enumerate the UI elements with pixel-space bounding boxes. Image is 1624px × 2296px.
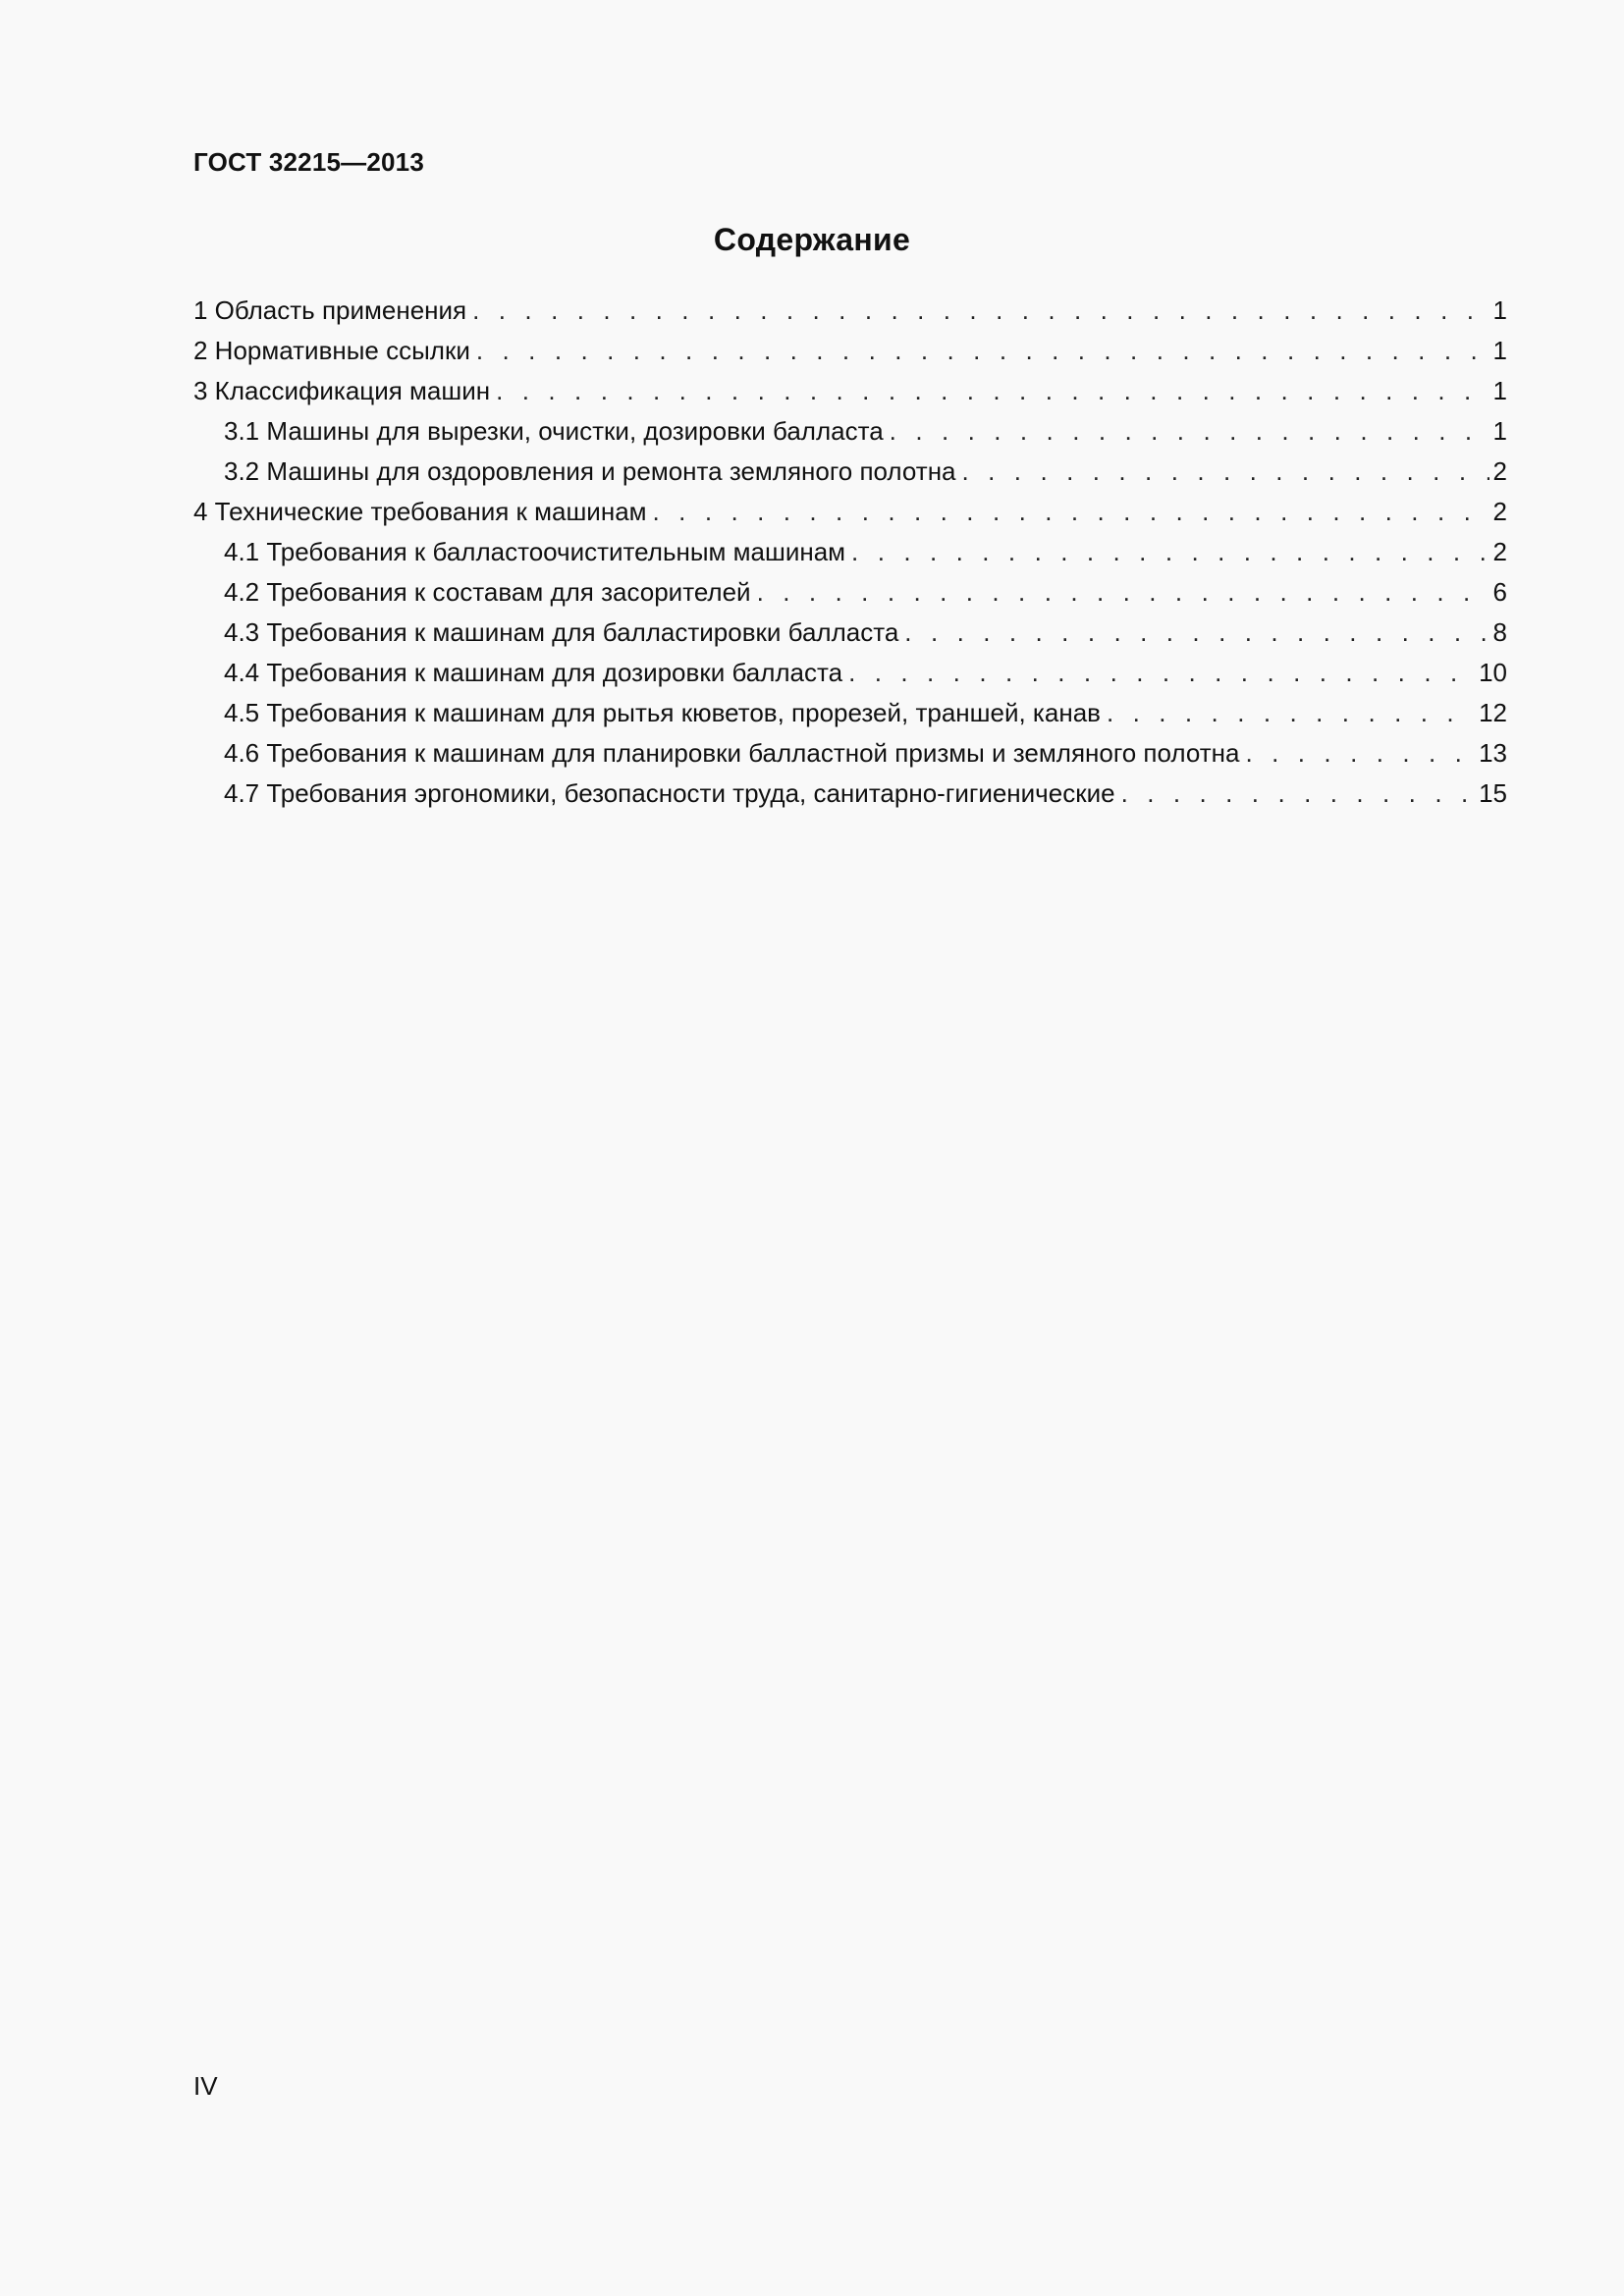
toc-subentry[interactable] [193, 733, 1507, 774]
toc-dot-leader [962, 452, 1489, 492]
toc-subentry[interactable] [193, 613, 1507, 653]
toc-entry-label: 2 Нормативные ссылки [193, 336, 470, 365]
toc-dot-leader [496, 371, 1489, 411]
toc-entry-label: 1 Область применения [193, 295, 467, 325]
toc-entry-label: 4.4 Требования к машинам для дозировки балласта [224, 658, 843, 687]
toc-subentry[interactable] [193, 774, 1507, 814]
toc-entry[interactable] [193, 291, 1507, 331]
toc-entry-page: 10 [1479, 658, 1507, 687]
toc-subentry[interactable] [193, 693, 1507, 733]
toc-entry-page: 1 [1492, 295, 1507, 325]
toc-dot-leader [472, 291, 1489, 331]
toc-dot-leader [904, 613, 1489, 653]
toc-dot-leader [757, 572, 1489, 613]
toc-entry-label: 3.1 Машины для вырезки, очистки, дозировки балласта [224, 416, 884, 446]
toc-entry-page: 1 [1492, 376, 1507, 405]
toc-entry-page: 2 [1492, 537, 1507, 566]
toc-dot-leader [1107, 693, 1475, 733]
toc-subentry[interactable] [193, 411, 1507, 452]
toc-entry-page: 2 [1492, 497, 1507, 526]
toc-subentry[interactable] [193, 452, 1507, 492]
document-code: ГОСТ 32215—2013 [193, 147, 424, 177]
table-of-contents [193, 291, 1507, 814]
toc-entry-label: 4.6 Требования к машинам для планировки балластной призмы и земляного полотна [224, 738, 1240, 768]
toc-entry[interactable] [193, 331, 1507, 371]
toc-dot-leader [1245, 733, 1475, 774]
toc-subentry[interactable] [193, 572, 1507, 613]
toc-entry[interactable] [193, 492, 1507, 532]
toc-entry-label: 4.7 Требования эргономики, безопасности труда, санитарно-гигиенические [224, 778, 1115, 808]
toc-entry-label: 4.5 Требования к машинам для рытья кюветов, прорезей, траншей, канав [224, 698, 1101, 727]
toc-entry-label: 4.3 Требования к машинам для балластировки балласта [224, 617, 899, 647]
toc-title: Содержание [713, 222, 911, 257]
toc-entry-page: 8 [1492, 617, 1507, 647]
toc-dot-leader [653, 492, 1489, 532]
toc-entry-label: 3 Классификация машин [193, 376, 491, 405]
toc-entry-page: 6 [1492, 577, 1507, 607]
toc-subentry[interactable] [193, 653, 1507, 693]
toc-dot-leader [851, 532, 1489, 572]
toc-dot-leader [848, 653, 1475, 693]
toc-entry-page: 15 [1479, 778, 1507, 808]
toc-entry-page: 12 [1479, 698, 1507, 727]
page-number: IV [193, 2071, 218, 2101]
toc-dot-leader [1121, 774, 1476, 814]
toc-entry-label: 3.2 Машины для оздоровления и ремонта земляного полотна [224, 456, 956, 486]
toc-dot-leader [476, 331, 1489, 371]
toc-entry-page: 2 [1492, 456, 1507, 486]
toc-subentry[interactable] [193, 532, 1507, 572]
toc-entry-page: 13 [1479, 738, 1507, 768]
toc-entry-page: 1 [1492, 416, 1507, 446]
toc-entry-page: 1 [1492, 336, 1507, 365]
toc-entry-label: 4 Технические требования к машинам [193, 497, 647, 526]
toc-entry[interactable] [193, 371, 1507, 411]
toc-entry-label: 4.1 Требования к балластоочистительным машинам [224, 537, 846, 566]
toc-entry-label: 4.2 Требования к составам для засорителей [224, 577, 751, 607]
toc-dot-leader [890, 411, 1489, 452]
